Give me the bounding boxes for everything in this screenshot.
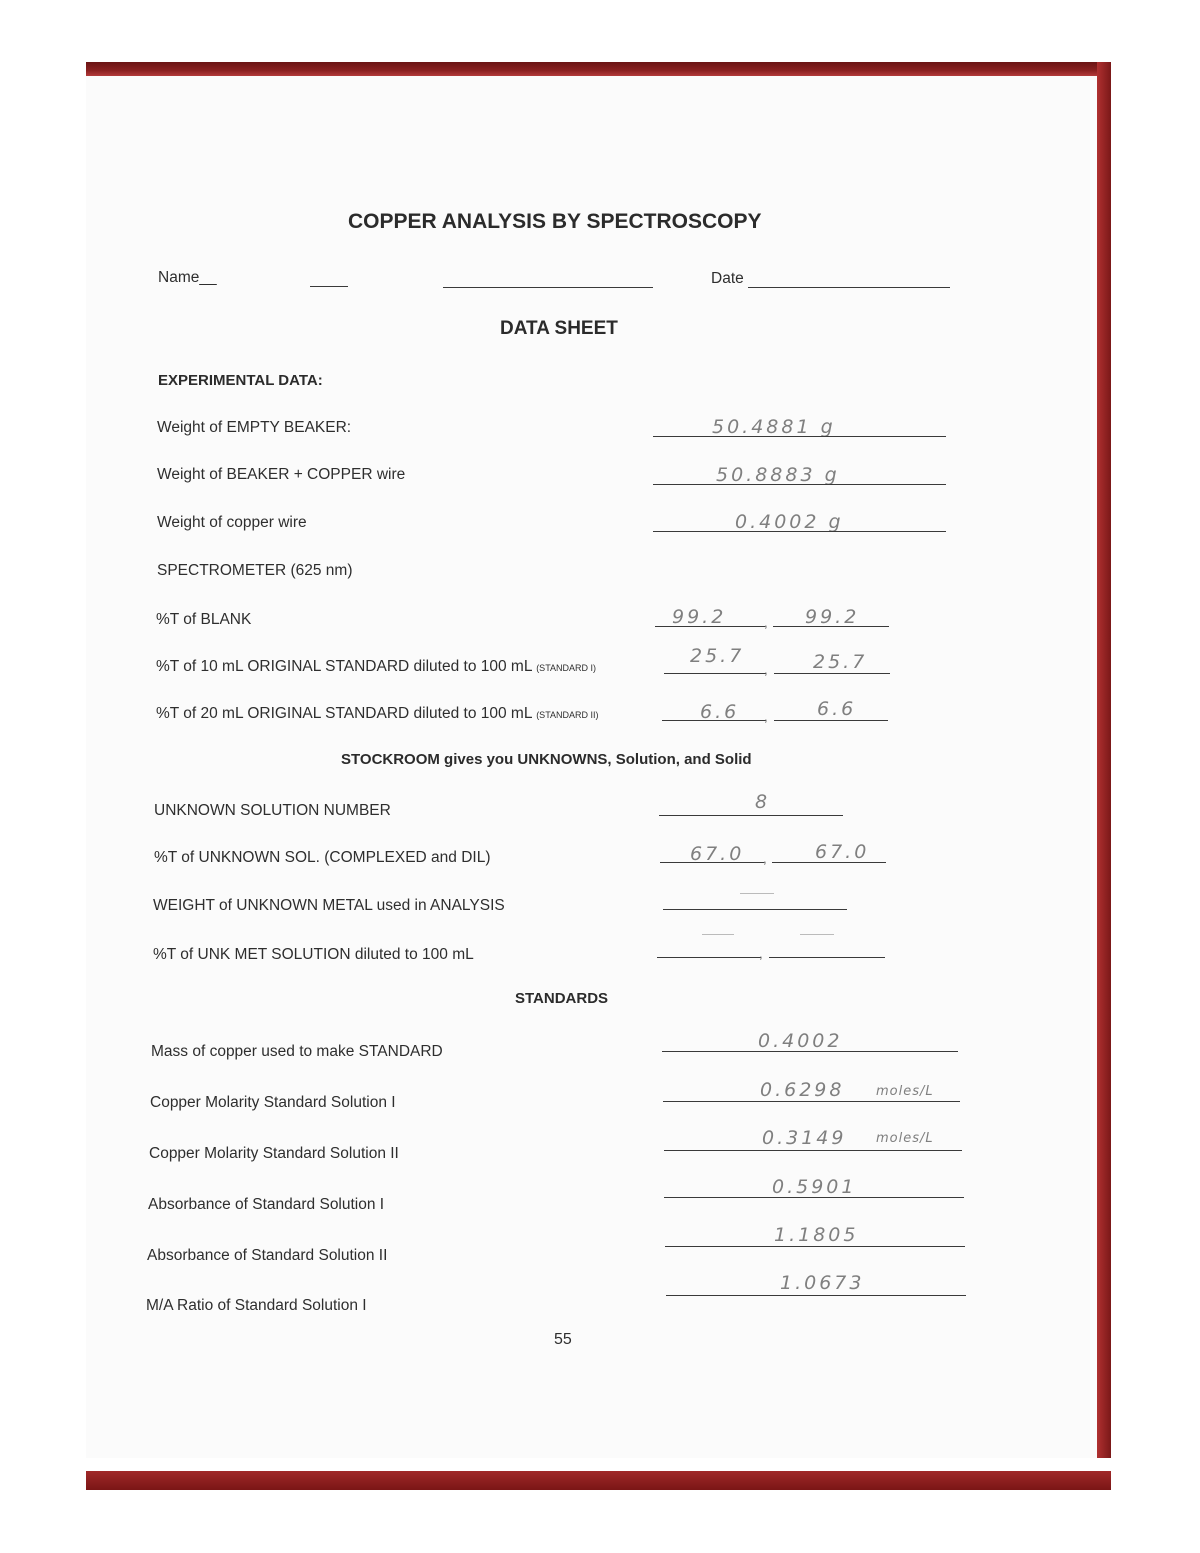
- molarity-1-label: Copper Molarity Standard Solution I: [150, 1094, 396, 1111]
- blank-label: %T of BLANK: [156, 611, 252, 628]
- molarity-2-line: [664, 1150, 962, 1151]
- mass-copper-label: Mass of copper used to make STANDARD: [151, 1043, 443, 1060]
- unknown-t-separator: ,: [763, 851, 767, 866]
- ma-ratio-value: 1.0673: [780, 1272, 865, 1294]
- empty-beaker-line: [653, 436, 946, 437]
- molarity-1-value: 0.6298: [760, 1079, 845, 1101]
- mass-copper-line: [662, 1051, 958, 1052]
- unknown-number-label: UNKNOWN SOLUTION NUMBER: [154, 802, 391, 819]
- molarity-2-value: 0.3149: [762, 1127, 847, 1149]
- background-top-edge: [86, 62, 1111, 76]
- standard-2-value-2: 6.6: [817, 698, 857, 720]
- date-line: [748, 287, 950, 288]
- experimental-heading: EXPERIMENTAL DATA:: [158, 372, 323, 389]
- blank-value-2: 99.2: [805, 606, 860, 628]
- metal-t-separator: ,: [759, 946, 763, 961]
- absorbance-2-value: 1.1805: [774, 1224, 859, 1246]
- standard-2-line-2: [774, 720, 888, 721]
- beaker-copper-value: 50.8883 g: [716, 464, 840, 486]
- standard-2-label: %T of 20 mL ORIGINAL STANDARD diluted to 100 mL (STANDARD II): [156, 705, 599, 722]
- copper-wire-value: 0.4002 g: [735, 511, 844, 533]
- document-title: COPPER ANALYSIS BY SPECTROSCOPY: [348, 210, 762, 233]
- background-bottom-edge: [86, 1458, 1111, 1490]
- metal-t-line-2: [769, 957, 885, 958]
- name-line: [443, 287, 653, 288]
- beaker-copper-line: [653, 484, 946, 485]
- standard-2-separator: ,: [764, 709, 768, 724]
- standard-1-label: %T of 10 mL ORIGINAL STANDARD diluted to 100 mL (STANDARD I): [156, 658, 597, 675]
- mass-copper-value: 0.4002: [758, 1030, 843, 1052]
- blank-separator: ,: [764, 615, 768, 630]
- data-sheet-title: DATA SHEET: [500, 318, 618, 339]
- blank-line-2: [773, 626, 889, 627]
- standard-1-separator: ,: [764, 662, 768, 677]
- metal-weight-line: [663, 909, 847, 910]
- metal-weight-dash: [740, 893, 774, 894]
- unknown-t-label: %T of UNKNOWN SOL. (COMPLEXED and DIL): [154, 849, 491, 866]
- unknown-number-value: 8: [755, 791, 771, 813]
- beaker-copper-label: Weight of BEAKER + COPPER wire: [157, 466, 406, 483]
- absorbance-1-line: [664, 1197, 964, 1198]
- stockroom-heading: STOCKROOM gives you UNKNOWNS, Solution, and Solid: [341, 751, 752, 768]
- copper-wire-line: [653, 531, 946, 532]
- standard-2-value-1: 6.6: [700, 701, 740, 723]
- molarity-2-unit: moles/L: [876, 1131, 934, 1146]
- copper-wire-label: Weight of copper wire: [157, 514, 307, 531]
- absorbance-1-label: Absorbance of Standard Solution I: [148, 1196, 385, 1213]
- absorbance-2-line: [665, 1246, 965, 1247]
- metal-t-label: %T of UNK MET SOLUTION diluted to 100 mL: [153, 946, 474, 963]
- standard-2-line-1: [662, 720, 766, 721]
- absorbance-1-value: 0.5901: [772, 1176, 857, 1198]
- empty-beaker-label: Weight of EMPTY BEAKER:: [157, 419, 352, 436]
- molarity-1-unit: moles/L: [876, 1084, 934, 1099]
- metal-weight-label: WEIGHT of UNKNOWN METAL used in ANALYSIS: [153, 897, 505, 914]
- metal-t-line-1: [657, 957, 761, 958]
- ma-ratio-label: M/A Ratio of Standard Solution I: [146, 1297, 367, 1314]
- background-right-edge: [1097, 62, 1111, 1490]
- standards-heading: STANDARDS: [515, 990, 609, 1007]
- empty-beaker-value: 50.4881 g: [712, 416, 836, 438]
- name-label: Name__: [158, 269, 217, 286]
- unknown-t-line-2: [772, 862, 886, 863]
- standard-1-line-2: [774, 673, 890, 674]
- molarity-1-line: [663, 1101, 960, 1102]
- standard-1-value-1: 25.7: [690, 645, 745, 667]
- page-number: 55: [554, 1331, 572, 1348]
- date-label: Date: [711, 270, 744, 287]
- name-line-segment: [310, 286, 348, 287]
- spectrometer-label: SPECTROMETER (625 nm): [157, 562, 353, 579]
- metal-t-dash-2: [800, 934, 834, 935]
- blank-line-1: [655, 626, 765, 627]
- unknown-t-value-2: 67.0: [815, 841, 870, 863]
- unknown-t-value-1: 67.0: [690, 843, 745, 865]
- standard-1-value-2: 25.7: [813, 651, 868, 673]
- unknown-number-line: [659, 815, 843, 816]
- absorbance-2-label: Absorbance of Standard Solution II: [147, 1247, 388, 1264]
- standard-1-line-1: [664, 673, 766, 674]
- blank-value-1: 99.2: [672, 606, 727, 628]
- molarity-2-label: Copper Molarity Standard Solution II: [149, 1145, 399, 1162]
- unknown-t-line-1: [660, 862, 764, 863]
- metal-t-dash-1: [702, 934, 734, 935]
- ma-ratio-line: [666, 1295, 966, 1296]
